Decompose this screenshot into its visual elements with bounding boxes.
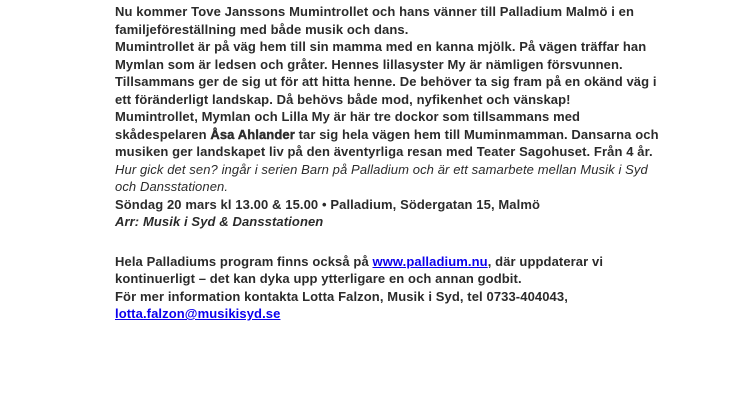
event-info-block [115, 196, 664, 231]
contact-text-before: För mer information kontakta Lotta Falzon, Musik i Syd, tel 0733-404043, [115, 288, 568, 304]
event-datetime-venue-line: Söndag 20 mars kl 13.00 & 15.00 • Palladium, Södergatan 15, Malmö [115, 196, 541, 212]
contact-paragraph [115, 288, 664, 323]
story-paragraph: Mumintrollet är på väg hem till sin mamma med en kanna mjölk. På vägen träffar han Mymlan som är ledsen och gråter. Hennes lillasyster My är nämligen försvunnen. Tillsammans ger de sig ut för att hitta henne. De behöver ta sig fram på en okänd väg i ett föränderligt landskap. Då behövs både mod, nyfikenhet och vänskap! [115, 39, 657, 107]
cast-text-after: tar sig hela vägen hem till Muminmamman. Dansarna och musiken ger landskapet liv på den äventyrliga resan med Teater Sagohuset. Från 4 år. [115, 126, 659, 159]
document-body [115, 3, 664, 323]
program-text-before: Hela Palladiums program finns också på [115, 253, 373, 269]
actor-name: Åsa Ahlander [210, 126, 295, 142]
arranger-line: Arr: Musik i Syd & Dansstationen [115, 214, 324, 229]
cast-text-before: Mumintrollet, Mymlan och Lilla My är här tre dockor som tillsammans med skådespelaren [115, 109, 581, 142]
contact-email-link[interactable]: lotta.falzon@musikisyd.se [115, 306, 281, 321]
intro-paragraph: Nu kommer Tove Janssons Mumintrollet och hans vänner till Palladium Malmö i en familjeföreställning med både musik och dans. [115, 4, 635, 37]
series-note: Hur gick det sen? ingår i serien Barn på Palladium och är ett samarbete mellan Musik i Syd och Dansstationen. [115, 161, 648, 194]
program-paragraph [115, 253, 664, 288]
program-text-after: , där uppdaterar vi kontinuerligt – det kan dyka upp ytterligare en och annan godbit. [115, 253, 604, 286]
cast-paragraph [115, 108, 664, 161]
palladium-website-link[interactable]: www.palladium.nu [372, 253, 488, 269]
